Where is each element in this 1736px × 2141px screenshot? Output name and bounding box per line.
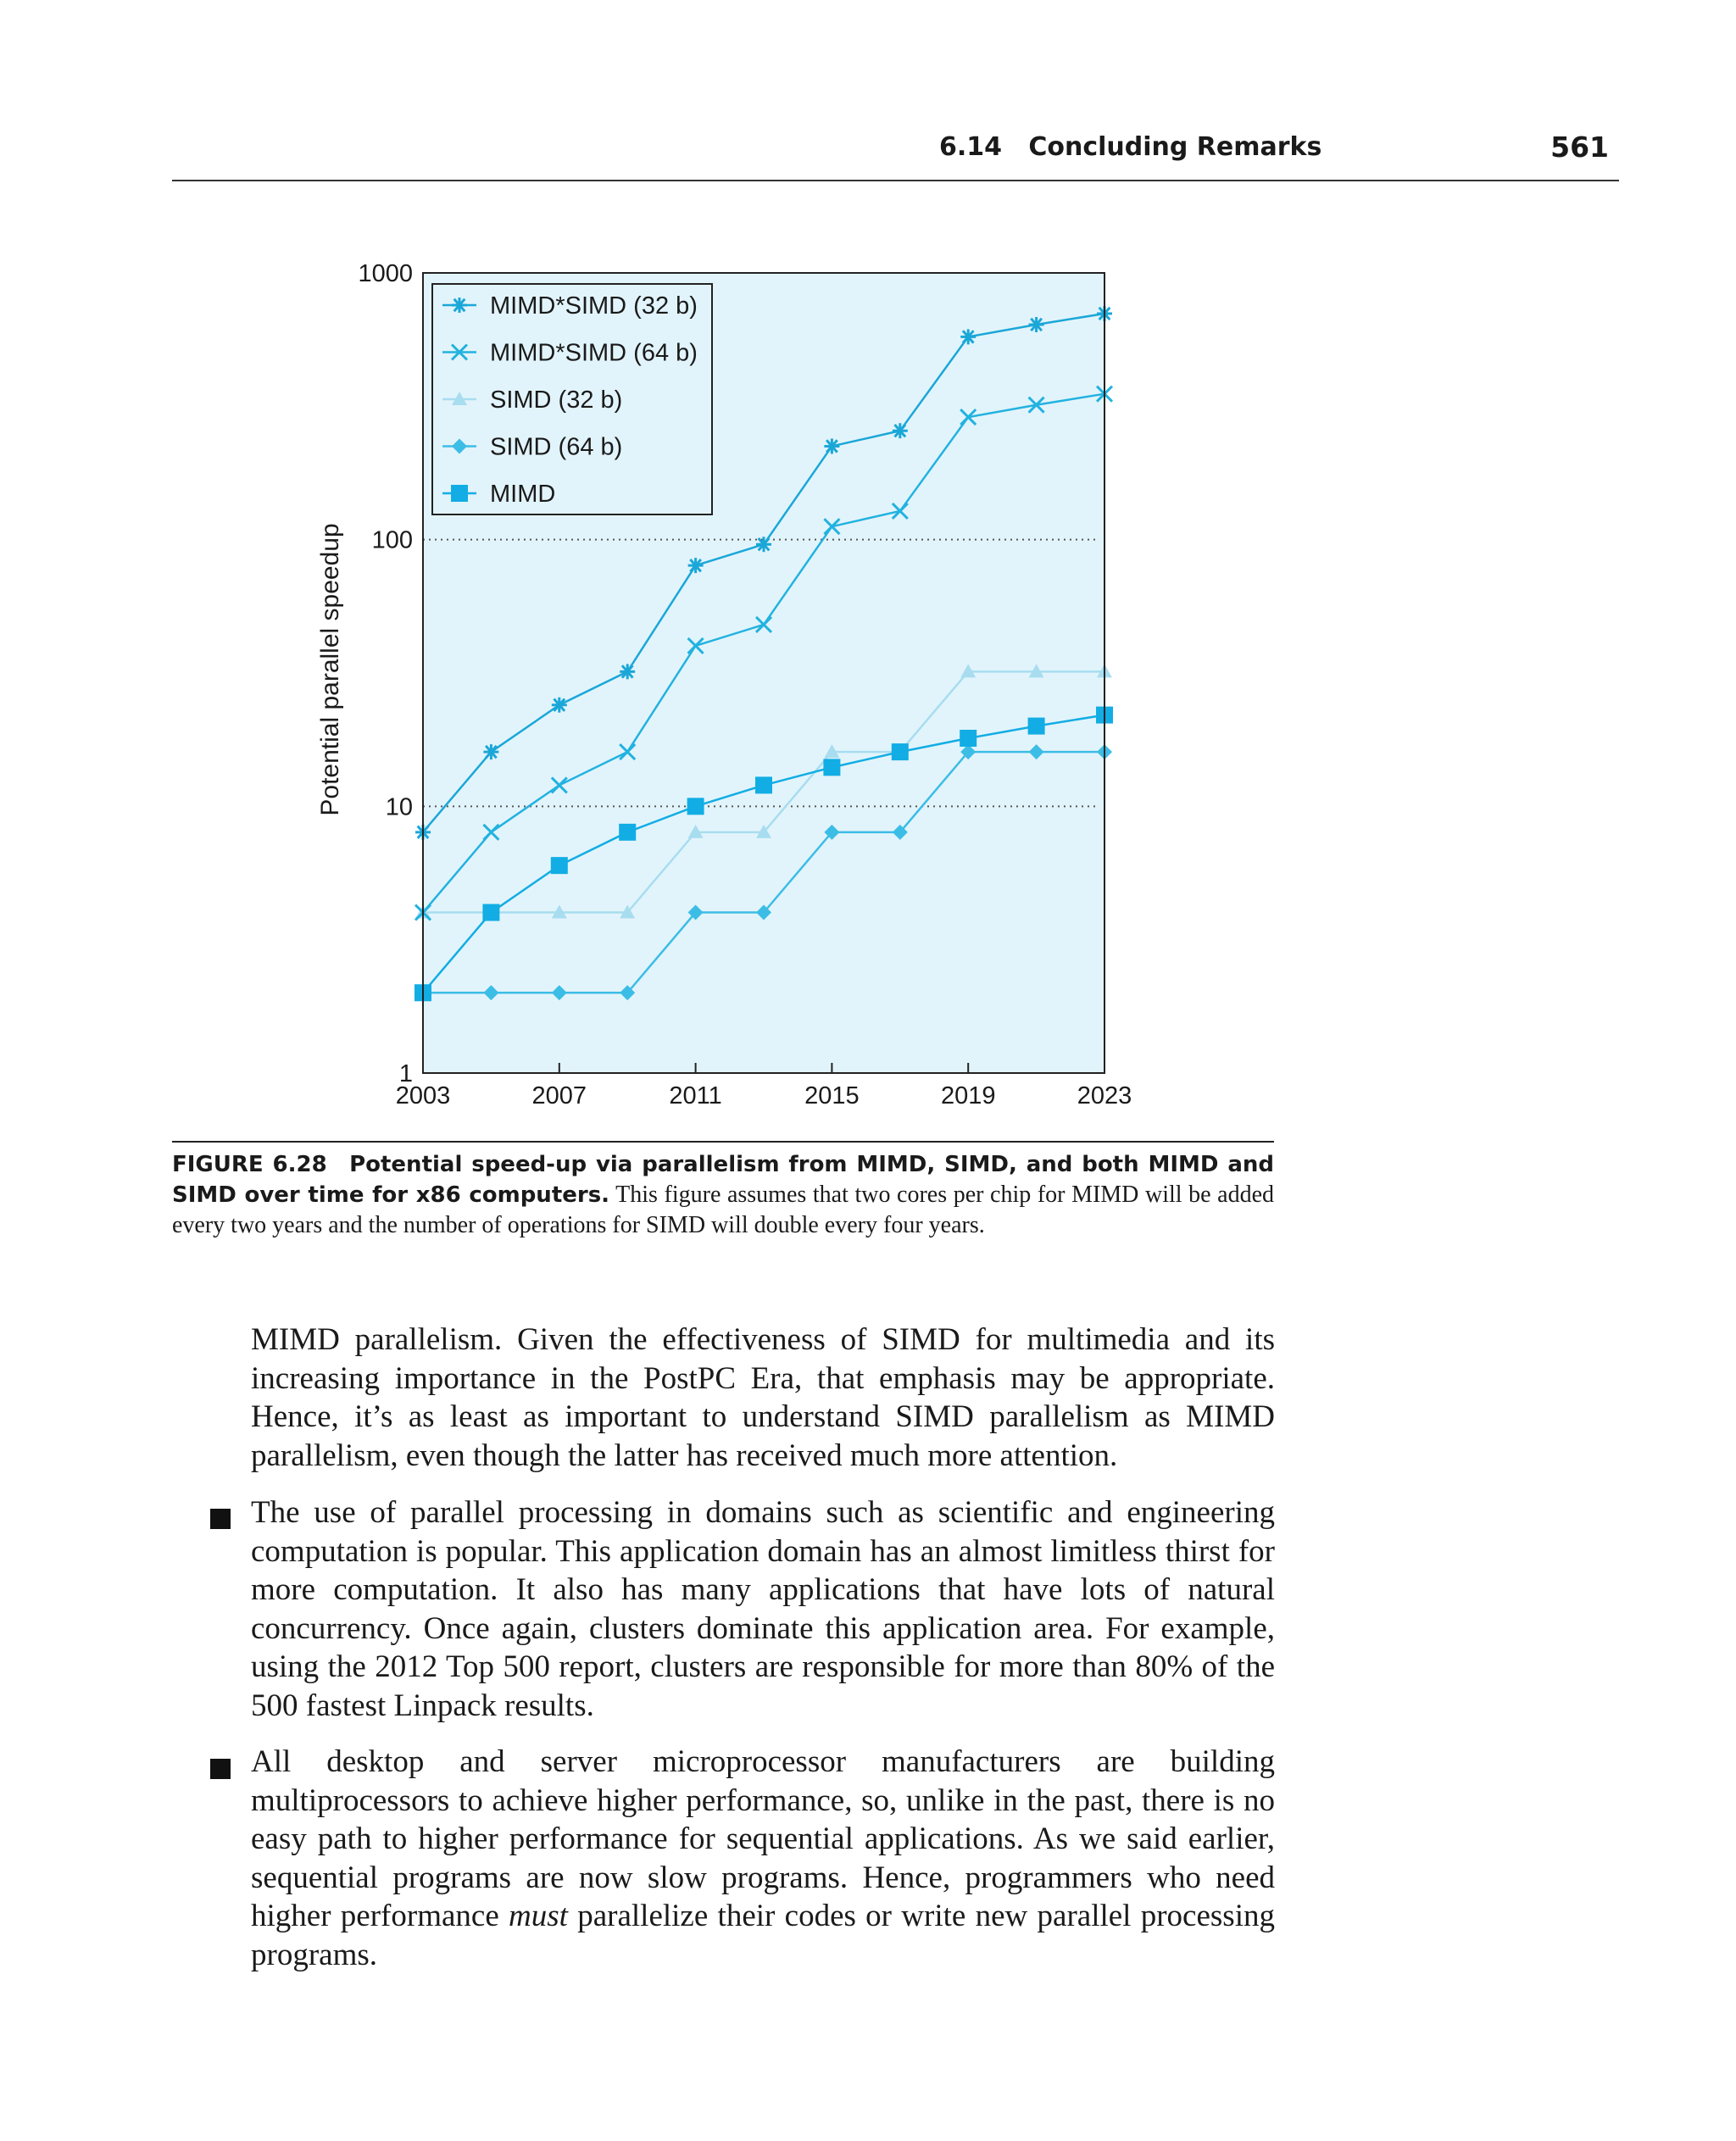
x-tick-label-2019: 2019 <box>940 1082 996 1109</box>
series-square-point-2007-shape <box>551 857 568 874</box>
legend-marker-square-shape <box>451 485 468 502</box>
series-asterisk-point-2011 <box>688 558 704 573</box>
series-square-point-2007 <box>551 857 568 874</box>
legend-label-square: MIMD <box>490 481 556 508</box>
figure-text: This figure assumes that two cores per chip for MIMD will be added every two years and the number of operations for SIMD will double every four years. <box>172 1182 1275 1238</box>
chart-legend <box>432 284 712 514</box>
series-square-point-2019 <box>960 730 976 747</box>
legend-label-triangle: SIMD (32 b) <box>490 386 623 414</box>
paragraph-mimd: MIMD parallelism. Given the effectiveness of SIMD for multimedia and its increasing importance in the PostPC Era, that emphasis may be appropriate. Hence, it’s as least as important to understand SIMD parallelism as MIMD parallelism, even though the latter has received much more attention. <box>251 1322 1275 1473</box>
series-square-point-2019-shape <box>960 730 976 747</box>
series-asterisk-point-2013 <box>756 537 771 552</box>
bullet2-text-end: parallelize their codes or write new parallel processing programs. <box>251 1899 1275 1972</box>
figure-caption <box>172 1149 1274 1241</box>
figure-label: FIGURE 6.28 <box>172 1152 327 1177</box>
series-asterisk-point-2007 <box>552 698 567 713</box>
x-tick-label-2015: 2015 <box>804 1082 860 1109</box>
series-square-point-2015 <box>823 759 840 776</box>
series-asterisk-point-2015 <box>824 438 839 453</box>
y-tick-label-10: 10 <box>385 793 413 821</box>
series-square-point-2021 <box>1028 718 1045 735</box>
x-tick-label-2007: 2007 <box>531 1082 587 1109</box>
series-square-point-2021-shape <box>1028 718 1045 735</box>
series-asterisk-point-2019 <box>960 329 976 344</box>
series-square-point-2005-shape <box>482 904 499 921</box>
bullet2-emphasis: must <box>509 1899 568 1933</box>
series-square-point-2017 <box>892 743 909 760</box>
running-header-section: 6.14 Concluding Remarks <box>939 132 1322 162</box>
series-square-point-2015-shape <box>823 759 840 776</box>
series-square-point-2005 <box>482 904 499 921</box>
figure-title: Potential speed-up via parallelism from MIMD, SIMD, and both MIMD and SIMD over time for x86 computers. <box>172 1152 1274 1208</box>
series-square-point-2013 <box>755 776 772 793</box>
bullet-marker-1 <box>210 1509 231 1529</box>
series-asterisk-point-2021 <box>1029 317 1044 332</box>
page-number: 561 <box>1550 131 1609 164</box>
bullet-paragraph-scientific: The use of parallel processing in domains such as scientific and engineering computation is popular. This application domain has an almost limitless thirst for more computation. It also has many applications that have lots of natural concurrency. Once again, clusters dominate this application area. For example, using the 2012 Top 500 report, clusters are responsible for more than 80% of the 500 fastest Linpack results. <box>251 1495 1275 1723</box>
series-asterisk-point-2005 <box>483 744 498 759</box>
legend-marker-asterisk <box>452 298 467 313</box>
series-square-point-2011-shape <box>687 798 704 815</box>
bullet-marker-2 <box>210 1759 231 1779</box>
y-tick-label-1: 1 <box>398 1060 413 1087</box>
series-square-point-2011 <box>687 798 704 815</box>
legend-label-x: MIMD*SIMD (64 b) <box>490 339 698 367</box>
x-tick-label-2023: 2023 <box>1077 1082 1132 1109</box>
series-asterisk-point-2017 <box>893 423 908 438</box>
legend-label-asterisk: MIMD*SIMD (32 b) <box>490 292 698 320</box>
series-square-point-2009 <box>619 824 636 841</box>
legend-label-diamond: SIMD (64 b) <box>490 433 623 461</box>
series-asterisk-point-2009 <box>620 664 635 679</box>
bullet2-text-start: All desktop and server microprocessor manufacturers are building multiprocessors to achieve higher performance, so, unlike in the past, there is no easy path to higher performance for sequential applications. As we said earlier, sequential programs are now slow programs. Hence, programmers who need higher performance <box>251 1744 1275 1933</box>
x-tick-label-2011: 2011 <box>669 1082 722 1109</box>
y-tick-label-100: 100 <box>371 526 413 554</box>
legend-marker-square <box>451 485 468 502</box>
x-tick-label-2003: 2003 <box>395 1082 451 1109</box>
y-axis-label: Potential parallel speedup <box>316 523 344 816</box>
series-square-point-2009-shape <box>619 824 636 841</box>
bullet-paragraph-microprocessors <box>251 1743 1275 1974</box>
series-square-point-2013-shape <box>755 776 772 793</box>
series-square-point-2017-shape <box>892 743 909 760</box>
y-tick-label-1000: 1000 <box>358 260 413 287</box>
caption-rule <box>172 1141 1274 1143</box>
